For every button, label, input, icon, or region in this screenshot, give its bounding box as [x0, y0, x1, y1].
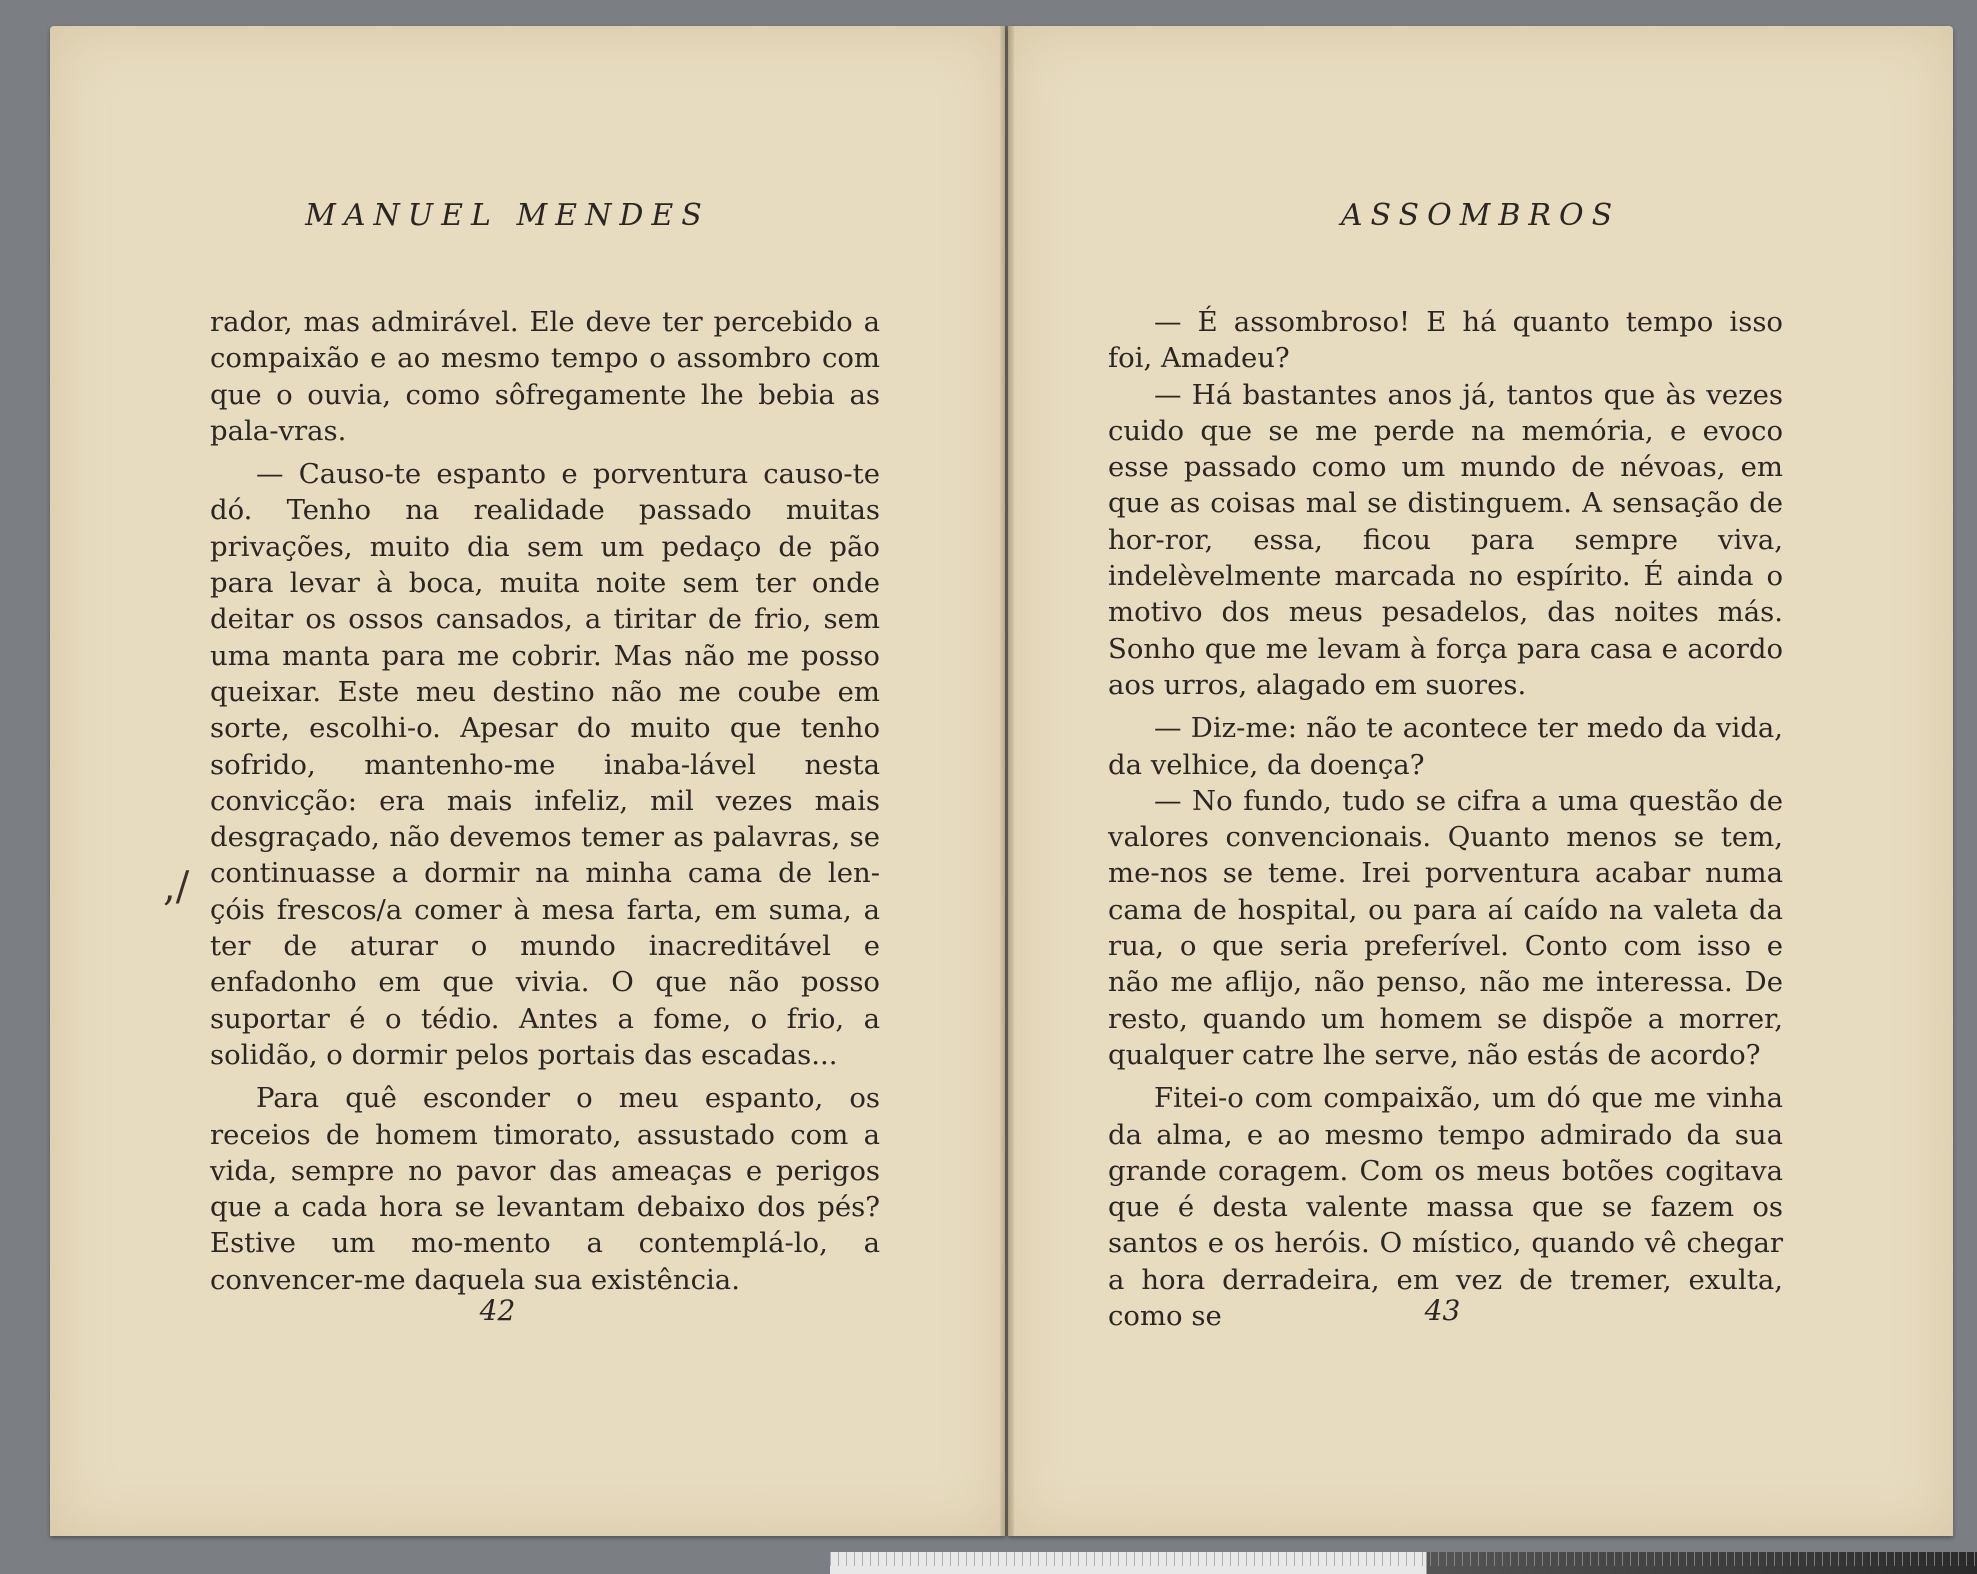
right-page [1008, 26, 1953, 1536]
scale-ruler-ticks [830, 1552, 1977, 1566]
paragraph: Fitei-o com compaixão, um dó que me vinha da alma, e ao mesmo tempo admirado da sua grande coragem. Com os meus botões cogitava que é desta valente massa que se fazem os santos e os heróis. O místico, quando vê chegar a hora derradeira, em vez de tremer, exulta, como se [1108, 1082, 1783, 1333]
left-page-body [210, 304, 880, 1298]
book-gutter [1000, 26, 1014, 1536]
running-head-author: MANUEL MENDES [305, 198, 710, 233]
paragraph: — No fundo, tudo se cifra a uma questão de valores convencionais. Quanto menos se tem, me-nos se teme. Irei porventura acabar numa cama de hospital, ou para aí caído na valeta da rua, o que seria preferível. Conto com isso e não me aflijo, não penso, não me interessa. De resto, quando um homem se dispõe a morrer, qualquer catre lhe serve, não estás de acordo? [1108, 784, 1783, 1071]
paragraph: — Diz-me: não te acontece ter medo da vida, da velhice, da doença? [1108, 712, 1783, 781]
paragraph: rador, mas admirável. Ele deve ter percebido a compaixão e ao mesmo tempo o assombro com que o ouvia, como sôfregamente lhe bebia as pala-vras. [210, 306, 880, 447]
paragraph: Para quê esconder o meu espanto, os receios de homem timorato, assustado com a vida, sempre no pavor das ameaças e perigos que a cada hora se levantam debaixo dos pés? Estive um mo-mento a contemplá-lo, a convencer-me daquela sua existência. [210, 1082, 880, 1296]
page-number: 42 [479, 1294, 516, 1327]
running-head-title: ASSOMBROS [1340, 198, 1621, 233]
handwritten-margin-mark: ,/ [163, 864, 190, 910]
right-page-body [1108, 304, 1783, 1334]
paragraph: — Há bastantes anos já, tantos que às vezes cuido que se me perde na memória, e evoco esse passado como um mundo de névoas, em que as coisas mal se distinguem. A sensação de hor-ror, essa, ficou para sempre viva, indelèvelmente marcada no espírito. É ainda o motivo dos meus pesadelos, das noites más. Sonho que me levam à força para casa e acordo aos urros, alagado em suores. [1108, 378, 1783, 701]
paragraph: — Causo-te espanto e porventura causo-te dó. Tenho na realidade passado muitas privações, muito dia sem um pedaço de pão para levar à boca, muita noite sem ter onde deitar os ossos cansados, a tiritar de frio, sem uma manta para me cobrir. Mas não me posso queixar. Este meu destino não me coube em sorte, escolhi-o. Apesar do muito que tenho sofrido, mantenho-me inaba-lável nesta convicção: era mais infeliz, mil vezes mais desgraçado, não devemos temer as palavras, se continuasse a dormir na minha cama de len-çóis frescos/a comer à mesa farta, em suma, a ter de aturar o mundo inacreditável e enfadonho em que vivia. O que não posso suportar é o tédio. Antes a fome, o frio, a solidão, o dormir pelos portais das escadas... [210, 458, 880, 1071]
paragraph: — É assombroso! E há quanto tempo isso foi, Amadeu? [1108, 306, 1783, 375]
page-number: 43 [1424, 1294, 1461, 1327]
left-page [50, 26, 1005, 1536]
